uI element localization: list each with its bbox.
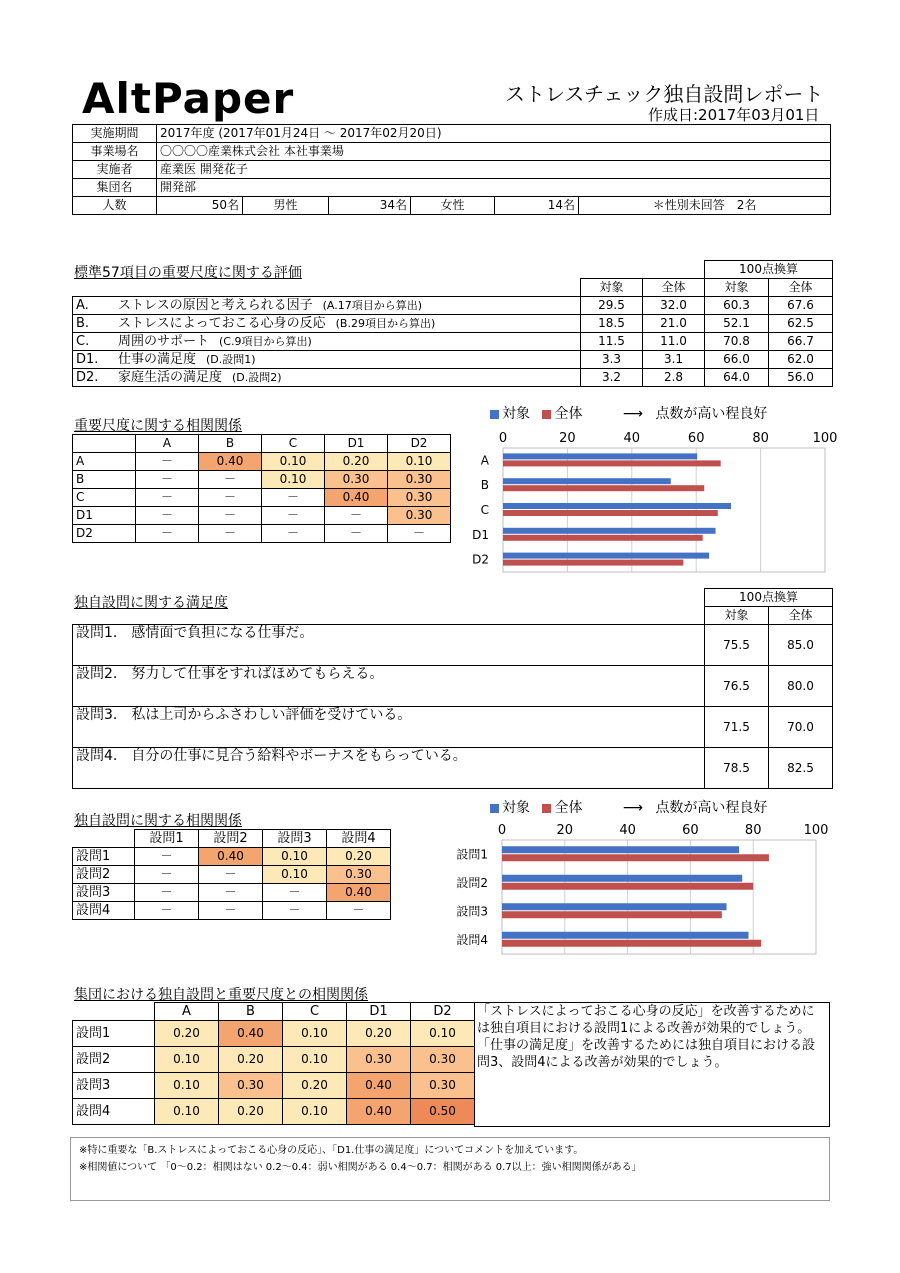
- std57-t: 3.2: [581, 369, 643, 387]
- own-row: [73, 748, 833, 789]
- corr3-title: 集団における独自設問と重要尺度との相関関係: [74, 987, 368, 1003]
- corr2-col-header: 設問4: [327, 830, 391, 848]
- corr2-cell: －: [199, 866, 263, 884]
- corr1-cell: －: [388, 525, 451, 543]
- bar-all: [503, 485, 704, 491]
- corr2-title: 独自設問に関する相関関係: [74, 813, 242, 829]
- corr1-cell: －: [199, 525, 262, 543]
- corr1-cell: －: [325, 525, 388, 543]
- corr3-row-label: 設問4: [73, 1099, 155, 1125]
- corr1-col-header: C: [262, 435, 325, 453]
- bar-target: [502, 903, 727, 910]
- corr2-cell: 0.20: [327, 848, 391, 866]
- std57-t100: 66.0: [705, 351, 769, 369]
- own-question: 設問2. 努力して仕事をすればほめてもらえる。: [73, 666, 705, 707]
- corr3-table: [72, 1002, 475, 1125]
- std57-a100: 66.7: [769, 333, 833, 351]
- chart-tick-label: 80: [752, 431, 769, 446]
- bar-target: [502, 932, 748, 939]
- own-table: [72, 588, 833, 789]
- corr1-row-label: C: [73, 489, 136, 507]
- own-row: [73, 666, 833, 707]
- std57-a: 21.0: [643, 315, 705, 333]
- std57-row: [73, 315, 833, 333]
- corr3-cell: 0.10: [283, 1021, 347, 1047]
- corr3-cell: 0.40: [347, 1099, 411, 1125]
- corr1-row: [73, 453, 451, 471]
- corr1-col-header: B: [199, 435, 262, 453]
- corr2-col-header: 設問3: [263, 830, 327, 848]
- std57-item: [73, 333, 581, 351]
- std57-item: [73, 351, 581, 369]
- period-label: 実施期間: [73, 125, 157, 143]
- std57-row: [73, 297, 833, 315]
- unknown-gender: ＊性別未回答 2名: [579, 197, 831, 215]
- bar-target: [503, 478, 671, 484]
- std57-a100: 67.6: [769, 297, 833, 315]
- std57-col-target: 対象: [581, 279, 643, 297]
- bar-all: [503, 560, 683, 566]
- chart-category-label: A: [480, 453, 489, 468]
- std57-t100: 70.8: [705, 333, 769, 351]
- bar-target: [503, 453, 697, 459]
- corr2-cell: －: [199, 902, 263, 920]
- std57-note: (B.29項目から算出): [335, 317, 436, 330]
- notes-box: [70, 1137, 830, 1201]
- corr1-cell: 0.30: [388, 489, 451, 507]
- chart-category-label: 設問2: [456, 875, 488, 890]
- corr3-row-label: 設問3: [73, 1073, 155, 1099]
- corr2-cell: 0.10: [263, 848, 327, 866]
- chart-tick-label: 20: [559, 431, 576, 446]
- corr3-comment-box: [474, 1002, 830, 1127]
- corr2-cell: 0.40: [199, 848, 263, 866]
- std57-row: [73, 351, 833, 369]
- male-label: 男性: [243, 197, 329, 215]
- chart1: [460, 420, 840, 580]
- created-date: 作成日:2017年03月01日: [648, 106, 820, 124]
- bar-all: [503, 535, 703, 541]
- own-row: [73, 625, 833, 666]
- corr3-cell: 0.10: [155, 1099, 219, 1125]
- corr2-row: [73, 902, 391, 920]
- corr2-row-label: 設問2: [73, 866, 135, 884]
- corr3-cell: 0.30: [219, 1073, 283, 1099]
- corr1-col-header: D1: [325, 435, 388, 453]
- corr3-cell: 0.30: [347, 1047, 411, 1073]
- corr2-row-label: 設問3: [73, 884, 135, 902]
- corr2-cell: 0.40: [327, 884, 391, 902]
- std57-name: 仕事の満足度: [118, 352, 197, 367]
- bar-target: [503, 528, 716, 534]
- implementer-label: 実施者: [73, 161, 157, 179]
- corr2-row-label: 設問4: [73, 902, 135, 920]
- corr1-row: [73, 507, 451, 525]
- legend2-better: 点数が高い程良好: [655, 800, 768, 816]
- corr2-cell: －: [199, 884, 263, 902]
- corr1-row: [73, 489, 451, 507]
- corr3-cell: 0.30: [411, 1047, 475, 1073]
- chart-category-label: 設問1: [456, 847, 488, 862]
- legend2-all-label: 全体: [554, 800, 583, 816]
- own-a: 85.0: [769, 625, 833, 666]
- own-question: 設問1. 感情面で負担になる仕事だ。: [73, 625, 705, 666]
- corr1-row: [73, 471, 451, 489]
- bar-all: [502, 911, 722, 918]
- corr2-row: [73, 884, 391, 902]
- chart-category-label: D2: [472, 552, 489, 567]
- corr3-cell: 0.10: [155, 1047, 219, 1073]
- corr1-col-header: A: [136, 435, 199, 453]
- std57-note: (C.9項目から算出): [219, 335, 312, 348]
- corr1-cell: －: [262, 489, 325, 507]
- legend-target-swatch: [490, 410, 499, 419]
- corr1-cell: －: [136, 453, 199, 471]
- chart-tick-label: 20: [556, 823, 574, 838]
- corr1-cell: －: [136, 525, 199, 543]
- corr3-cell: 0.20: [283, 1073, 347, 1099]
- corr2-col-header: 設問1: [135, 830, 199, 848]
- legend2-target-label: 対象: [502, 800, 530, 816]
- corr3-cell: 0.20: [219, 1047, 283, 1073]
- own-col-target: 対象: [705, 607, 769, 625]
- corr2-cell: 0.10: [263, 866, 327, 884]
- corr3-cell: 0.10: [155, 1073, 219, 1099]
- legend2-target-swatch: [490, 804, 499, 813]
- std57-t100: 64.0: [705, 369, 769, 387]
- corr1-cell: 0.10: [262, 471, 325, 489]
- corr3-col-header: D1: [347, 1003, 411, 1021]
- std57-col-target100: 対象: [705, 279, 769, 297]
- chart-tick-label: 0: [497, 823, 507, 838]
- female-value: 14名: [495, 197, 579, 215]
- corr2-col-header: 設問2: [199, 830, 263, 848]
- std57-name: 家庭生活の満足度: [118, 370, 223, 385]
- corr1-row: [73, 525, 451, 543]
- site-label: 事業場名: [73, 143, 157, 161]
- report-title: ストレスチェック独自設問レポート: [505, 82, 824, 106]
- group-label: 集団名: [73, 179, 157, 197]
- corr3-row-label: 設問1: [73, 1021, 155, 1047]
- chart-tick-label: 100: [812, 431, 838, 446]
- own-a: 70.0: [769, 707, 833, 748]
- corr1-cell: 0.30: [325, 471, 388, 489]
- corr1-cell: －: [199, 471, 262, 489]
- std57-note: (D.設問2): [232, 371, 282, 384]
- chart-category-label: 設問3: [456, 904, 488, 919]
- count-value: 50名: [157, 197, 243, 215]
- corr3-comment-2: 「仕事の満足度」を改善するためには独自項目における設問3、設問4による改善が効果的でしょう。: [477, 1038, 816, 1070]
- chart-tick-label: 40: [619, 823, 636, 838]
- corr1-row-label: A: [73, 453, 136, 471]
- corr1-cell: －: [325, 507, 388, 525]
- corr1-table: [72, 434, 451, 543]
- bar-all: [503, 460, 721, 466]
- corr3-row-label: 設問2: [73, 1047, 155, 1073]
- corr2-table: [72, 829, 391, 920]
- std57-code: B.: [76, 316, 90, 331]
- chart-tick-label: 80: [744, 823, 762, 838]
- female-label: 女性: [411, 197, 495, 215]
- chart-tick-label: 60: [687, 431, 705, 446]
- chart2: [440, 814, 840, 964]
- std57-t100: 52.1: [705, 315, 769, 333]
- legend-better: 点数が高い程良好: [655, 406, 768, 422]
- std57-code: C.: [76, 334, 90, 349]
- corr2-cell: －: [135, 884, 199, 902]
- std57-name: ストレスの原因と考えられる因子: [118, 298, 313, 313]
- corr3-col-header: C: [283, 1003, 347, 1021]
- corr1-cell: 0.10: [262, 453, 325, 471]
- own-title: 独自設問に関する満足度: [74, 595, 228, 611]
- own-question: 設問3. 私は上司からふさわしい評価を受けている。: [73, 707, 705, 748]
- corr1-row-label: D2: [73, 525, 136, 543]
- bar-target: [503, 503, 731, 509]
- corr3-cell: 0.30: [411, 1073, 475, 1099]
- std57-name: 周囲のサポート: [118, 334, 210, 349]
- chart-category-label: D1: [472, 527, 489, 542]
- corr2-cell: －: [327, 902, 391, 920]
- corr1-cell: －: [136, 507, 199, 525]
- std57-item: [73, 369, 581, 387]
- std57-table: [72, 260, 833, 387]
- std57-t100: 60.3: [705, 297, 769, 315]
- corr2-cell: －: [135, 848, 199, 866]
- corr3-cell: 0.40: [347, 1073, 411, 1099]
- note-1: ※特に重要な「B.ストレスによっておこる心身の反応」、「D1.仕事の満足度」についてコメントを加えています。: [79, 1145, 584, 1156]
- std57-row: [73, 333, 833, 351]
- legend2-all-swatch: [542, 804, 551, 813]
- std57-t: 18.5: [581, 315, 643, 333]
- corr3-cell: 0.20: [155, 1021, 219, 1047]
- bar-all: [502, 854, 769, 861]
- legend-arrow: ⟶: [622, 406, 643, 422]
- corr1-cell: －: [262, 507, 325, 525]
- own-t: 71.5: [705, 707, 769, 748]
- corr2-row-label: 設問1: [73, 848, 135, 866]
- info-table: [72, 124, 831, 215]
- corr3-comment-1: 「ストレスによっておこる心身の反応」を改善するためには独自項目における設問1による改善が効果的でしょう。: [477, 1004, 815, 1036]
- std57-col-all100: 全体: [769, 279, 833, 297]
- std57-code: D2.: [76, 370, 99, 385]
- std57-code: D1.: [76, 352, 99, 367]
- std57-name: ストレスによっておこる心身の反応: [118, 316, 326, 331]
- corr1-row-label: B: [73, 471, 136, 489]
- std57-a100: 56.0: [769, 369, 833, 387]
- chart-category-label: C: [480, 503, 489, 517]
- corr2-row: [73, 866, 391, 884]
- corr3-row: [73, 1099, 475, 1125]
- corr3-row: [73, 1021, 475, 1047]
- std57-note: (D.設問1): [206, 353, 256, 366]
- chart-tick-label: 0: [498, 431, 508, 446]
- corr2-cell: －: [263, 902, 327, 920]
- chart-category-label: 設問4: [456, 932, 488, 947]
- corr3-col-header: D2: [411, 1003, 475, 1021]
- own-col-all: 全体: [769, 607, 833, 625]
- corr3-col-header: B: [219, 1003, 283, 1021]
- bar-all: [502, 883, 753, 890]
- legend-all-label: 全体: [554, 406, 583, 422]
- std57-t: 3.3: [581, 351, 643, 369]
- note-2: ※相関値について 「0～0.2：相関はない 0.2～0.4：弱い相関がある 0.4～0.7：相関がある 0.7以上：強い相関関係がある」: [79, 1162, 642, 1173]
- chart-tick-label: 40: [623, 431, 641, 446]
- legend-all-swatch: [542, 410, 551, 419]
- corr1-cell: －: [262, 525, 325, 543]
- corr2-cell: －: [263, 884, 327, 902]
- chart-tick-label: 60: [682, 823, 699, 838]
- std57-a: 3.1: [643, 351, 705, 369]
- corr3-cell: 0.50: [411, 1099, 475, 1125]
- std57-a100: 62.0: [769, 351, 833, 369]
- corr2-corner: [73, 830, 135, 848]
- own-a: 80.0: [769, 666, 833, 707]
- std57-a: 2.8: [643, 369, 705, 387]
- corr1-cell: －: [136, 489, 199, 507]
- male-value: 34名: [329, 197, 411, 215]
- bar-target: [502, 875, 742, 882]
- std57-a100: 62.5: [769, 315, 833, 333]
- std57-t: 29.5: [581, 297, 643, 315]
- corr1-cell: 0.40: [325, 489, 388, 507]
- std57-t: 11.5: [581, 333, 643, 351]
- corr2-cell: －: [135, 866, 199, 884]
- corr3-row: [73, 1047, 475, 1073]
- corr1-title: 重要尺度に関する相関関係: [74, 418, 242, 434]
- own-question: 設問4. 自分の仕事に見合う給料やボーナスをもらっている。: [73, 748, 705, 789]
- corr1-cell: －: [136, 471, 199, 489]
- corr1-cell: 0.30: [388, 507, 451, 525]
- corr3-cell: 0.40: [219, 1021, 283, 1047]
- corr2-cell: －: [135, 902, 199, 920]
- std57-a: 32.0: [643, 297, 705, 315]
- legend-target-label: 対象: [502, 406, 530, 422]
- std57-item: [73, 297, 581, 315]
- corr1-cell: 0.30: [388, 471, 451, 489]
- period-value: 2017年度 (2017年01月24日 ～ 2017年02月20日): [157, 125, 831, 143]
- corr1-row-label: D1: [73, 507, 136, 525]
- implementer-value: 産業医 開発花子: [157, 161, 831, 179]
- corr2-cell: 0.30: [327, 866, 391, 884]
- std57-row: [73, 369, 833, 387]
- corr2-row: [73, 848, 391, 866]
- std57-conv-label: 100点換算: [705, 261, 833, 279]
- std57-title: 標準57項目の重要尺度に関する評価: [74, 265, 302, 281]
- own-t: 75.5: [705, 625, 769, 666]
- own-t: 78.5: [705, 748, 769, 789]
- corr1-cell: －: [199, 507, 262, 525]
- corr3-row: [73, 1073, 475, 1099]
- bar-all: [502, 940, 761, 947]
- chart-category-label: B: [480, 478, 489, 493]
- std57-note: (A.17項目から算出): [322, 299, 423, 312]
- std57-col-all: 全体: [643, 279, 705, 297]
- own-t: 76.5: [705, 666, 769, 707]
- chart-tick-label: 100: [803, 823, 829, 838]
- site-value: 〇〇〇〇産業株式会社 本社事業場: [157, 143, 831, 161]
- logo: AltPaper: [82, 74, 295, 123]
- corr3-col-header: A: [155, 1003, 219, 1021]
- corr1-col-header: D2: [388, 435, 451, 453]
- own-row: [73, 707, 833, 748]
- corr3-cell: 0.20: [219, 1099, 283, 1125]
- std57-code: A.: [76, 298, 89, 313]
- own-conv-label: 100点換算: [705, 589, 833, 607]
- group-value: 開発部: [157, 179, 831, 197]
- corr1-corner: [73, 435, 136, 453]
- count-label: 人数: [73, 197, 157, 215]
- corr3-cell: 0.10: [411, 1021, 475, 1047]
- corr1-cell: 0.10: [388, 453, 451, 471]
- bar-all: [503, 510, 718, 516]
- bar-target: [503, 553, 709, 559]
- corr1-cell: 0.40: [199, 453, 262, 471]
- corr3-cell: 0.10: [283, 1047, 347, 1073]
- corr3-corner: [73, 1003, 155, 1021]
- corr3-cell: 0.20: [347, 1021, 411, 1047]
- std57-item: [73, 315, 581, 333]
- corr1-cell: －: [199, 489, 262, 507]
- legend2-arrow: ⟶: [622, 800, 643, 816]
- own-a: 82.5: [769, 748, 833, 789]
- corr3-cell: 0.10: [283, 1099, 347, 1125]
- std57-a: 11.0: [643, 333, 705, 351]
- bar-target: [502, 846, 739, 853]
- corr1-cell: 0.20: [325, 453, 388, 471]
